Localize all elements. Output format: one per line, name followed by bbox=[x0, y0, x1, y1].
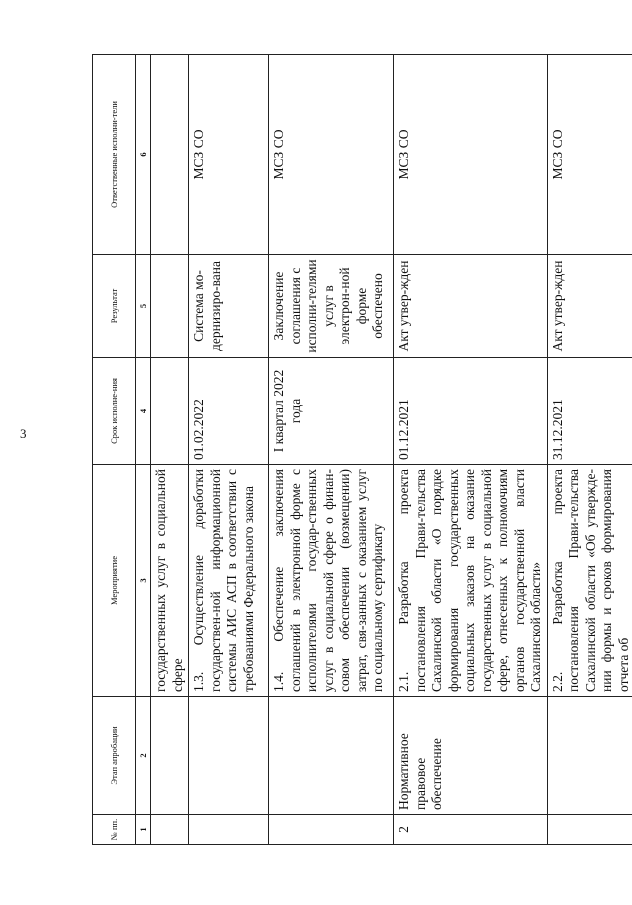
table-row bbox=[151, 55, 189, 845]
row-num: 2 bbox=[394, 815, 548, 845]
colnum-5: 5 bbox=[136, 255, 151, 358]
table-row bbox=[269, 55, 394, 845]
row-num bbox=[151, 815, 189, 845]
row-result: Система мо-дернизиро-вана bbox=[189, 255, 269, 358]
header-activity: Мероприятие bbox=[93, 465, 136, 697]
row-num bbox=[189, 815, 269, 845]
row-responsible bbox=[151, 55, 189, 255]
colnum-4: 4 bbox=[136, 358, 151, 465]
row-result: Акт утвер-жден bbox=[547, 255, 632, 358]
row-num bbox=[547, 815, 632, 845]
row-stage: Нормативное правовое обеспечение bbox=[394, 697, 548, 815]
header-responsible: Ответственные исполни-тели bbox=[93, 55, 136, 255]
row-activity: 1.4. Обеспечение заключения соглашений в электронной форме с исполнителями государ-ственных услуг в социальной сфере о финан-совом обеспечении (возмещении) затрат, свя-занных с оказанием услуг по социальному сертификату bbox=[269, 465, 394, 697]
row-num bbox=[269, 815, 394, 845]
row-responsible: МСЗ СО bbox=[547, 55, 632, 255]
row-responsible: МСЗ СО bbox=[269, 55, 394, 255]
colnum-2: 2 bbox=[136, 697, 151, 815]
table-row bbox=[547, 55, 632, 845]
row-activity: 1.3. Осуществление доработки государствен-ной информационной системы АИС АСП в соответствии с требованиями Федерального закона bbox=[189, 465, 269, 697]
row-activity: 2.1. Разработка проекта постановления Прави-тельства Сахалинской области «О порядке формирования государственных социальных заказов на оказание государственных услуг в социальной сфере, отнесенных к полномочиям органов государственной власти Сахалинской области» bbox=[394, 465, 548, 697]
header-row bbox=[93, 55, 136, 845]
row-stage bbox=[547, 697, 632, 815]
row-deadline bbox=[151, 358, 189, 465]
row-result: Акт утвер-жден bbox=[394, 255, 548, 358]
table-row bbox=[394, 55, 548, 845]
row-result: Заключение соглашения с исполни-телями услуг в электрон-ной форме обеспечено bbox=[269, 255, 394, 358]
colnum-1: 1 bbox=[136, 815, 151, 845]
header-deadline: Срок исполне-ния bbox=[93, 358, 136, 465]
row-deadline: 01.12.2021 bbox=[394, 358, 548, 465]
header-result: Результат bbox=[93, 255, 136, 358]
table-row bbox=[189, 55, 269, 845]
rotated-table-container bbox=[92, 55, 631, 845]
row-responsible: МСЗ СО bbox=[394, 55, 548, 255]
row-stage bbox=[151, 697, 189, 815]
row-activity: 2.2. Разработка проекта постановления Прави-тельства Сахалинской области «Об утвержде-нии формы и сроков формирования отчета об bbox=[547, 465, 632, 697]
row-stage bbox=[189, 697, 269, 815]
column-number-row bbox=[136, 55, 151, 845]
row-stage bbox=[269, 697, 394, 815]
activities-table bbox=[92, 54, 632, 845]
page-number: 3 bbox=[20, 426, 27, 441]
row-deadline: 01.02.2022 bbox=[189, 358, 269, 465]
row-deadline: I квартал 2022 года bbox=[269, 358, 394, 465]
row-result bbox=[151, 255, 189, 358]
row-activity: государственных услуг в социальной сфере bbox=[151, 465, 189, 697]
colnum-3: 3 bbox=[136, 465, 151, 697]
header-stage: Этап апробации bbox=[93, 697, 136, 815]
row-deadline: 31.12.2021 bbox=[547, 358, 632, 465]
colnum-6: 6 bbox=[136, 55, 151, 255]
header-num: № пп. bbox=[93, 815, 136, 845]
row-responsible: МСЗ СО bbox=[189, 55, 269, 255]
